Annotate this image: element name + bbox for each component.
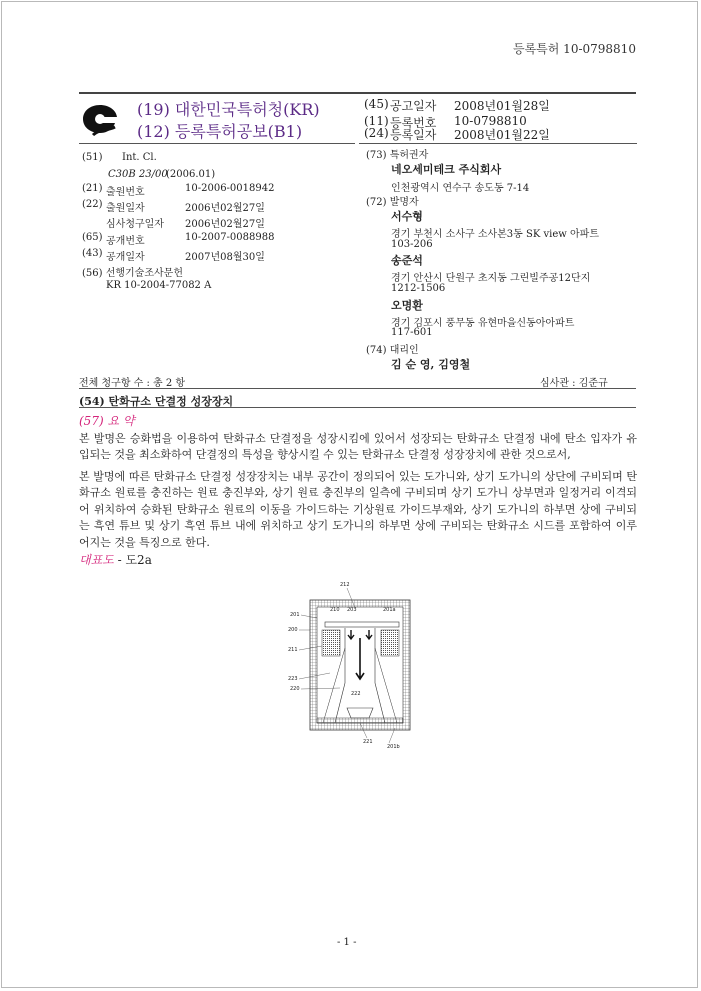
bib-value: 2006년02월27일 [185,219,265,230]
publication-type: (12) 등록특허공보(B1) [137,122,303,141]
prior-art-ref: KR 10-2004-77082 A [106,280,212,291]
date-label: 등록일자 [390,128,437,142]
figure-label: 212 [340,582,350,588]
bib-code: (21) [82,183,103,194]
date-label: 등록번호 [390,116,437,130]
representative-drawing-value: - 도2a [113,553,152,567]
inventor-address: 경기 김포시 풍무동 유현마을신동아아파트 [391,318,575,329]
abstract-paragraph-1: 본 발명은 승화법을 이용하여 탄화규소 단결정을 성장시킴에 있어서 성장되는 탄화규소 단결정 내에 탄소 입자가 유입되는 것을 최소화하여 단결정의 특성을 향상시킬 수 있는 탄화규소 단결정 성장장치에 관한 것으로서, [79,432,637,462]
ipc-code: C30B 23/00 [108,169,168,180]
kipo-logo-icon [79,101,121,137]
figure-label: 201 [290,612,300,618]
figure-label: 223 [288,676,298,682]
patent-office-title: (19) 대한민국특허청(KR) [137,100,320,119]
seed-holder [347,708,373,718]
bib-value: 2007년08월30일 [185,252,265,263]
total-claims: 전체 청구항 수 : 총 2 항 [79,378,186,389]
header-rule-left [79,143,355,144]
representative-drawing-label: 대표도 [79,553,114,567]
date-value: 2008년01월28일 [454,99,550,113]
inventor-name: 오명환 [391,299,423,312]
bib-code: (65) [82,232,103,243]
inventor-address-unit: 117-601 [391,327,433,338]
int-cl-label: Int. Cl. [122,152,157,163]
representative-drawing-line [79,551,152,568]
figure-label: 220 [290,686,300,692]
crucible-bottom [317,718,403,723]
source-block-left [322,630,340,656]
inventor-address-unit: 103-206 [391,239,433,250]
patentee-label: (73) 특허권자 [366,150,429,161]
bib-label: 출원일자 [106,203,145,214]
figure-label: 221 [363,739,373,745]
abstract-heading: (57) 요 약 [79,414,135,428]
bib-label: 공개일자 [106,252,145,263]
int-cl-code: (51) [82,152,103,163]
figure-label: 210 [330,607,340,613]
figure-label: 201a [383,607,396,613]
bib-code: (43) [82,248,103,259]
abstract-paragraph-2: 본 발명에 따른 탄화규소 단결정 성장장치는 내부 공간이 정의되어 있는 도가니와, 상기 도가니의 상단에 구비되며 탄화규소 원료를 충진하는 원료 충진부와, 상기 원료 충진부의 일측에 구비되며 상기 도가니 상부면과 일정거리 이격되어 위치하여 승화된 탄화규소 원료의 이동을 가이드하는 기상원료 가이드부재와, 상기 도가니의 하부면 상에 구비되는 흑연 튜브 및 상기 흑연 튜브 내에 위치하고 상기 도가니의 하부면 상에 구비되는 탄화규소 시드를 포함하여 이루어지는 것을 특징으로 한다. [79,470,637,549]
patentee-address: 인천광역시 연수구 송도동 7-14 [391,183,530,194]
header-rule-right [359,143,637,144]
inventor-name: 송준석 [391,254,423,267]
representative-figure [285,578,420,748]
date-code: (11) [364,114,389,128]
date-value: 10-0798810 [454,114,527,128]
inventors-label: (72) 발명자 [366,197,419,208]
figure-label: 203 [347,607,357,613]
source-block-right [381,630,399,656]
patentee-name: 네오세미테크 주식회사 [391,163,502,176]
inventor-address: 경기 안산시 단원구 초지동 그린빌주공12단지 [391,273,591,284]
page-number: - 1 - [337,937,357,948]
date-code: (45) [364,97,389,111]
figure-label: 200 [288,627,298,633]
bib-value: 10-2006-0018942 [185,183,275,194]
bib-code: (22) [82,199,103,210]
claims-rule [79,388,636,389]
invention-title: (54) 탄화규소 단결정 성장장치 [79,395,234,408]
ipc-year: (2006.01) [166,169,216,180]
document-id: 등록특허 10-0798810 [513,42,636,56]
top-rule [79,92,636,94]
inventor-address: 경기 부천시 소사구 소사본3동 SK view 아파트 [391,229,599,240]
bib-label: 심사청구일자 [106,219,164,230]
guide-plate [325,622,399,627]
bib-label: 출원번호 [106,187,145,198]
figure-label: 211 [288,647,298,653]
title-rule [79,407,636,408]
inventor-name: 서수형 [391,210,423,223]
bib-value: 2006년02월27일 [185,203,265,214]
bib-value: 10-2007-0088988 [185,232,275,243]
date-label: 공고일자 [390,99,437,113]
bib-label: 공개번호 [106,236,145,247]
date-code: (24) [364,126,389,140]
figure-label: 222 [351,691,361,697]
examiner: 심사관 : 김준규 [540,378,608,389]
prior-art-label: (56) 선행기술조사문헌 [82,268,183,279]
agent-names: 김 순 영, 김영철 [391,358,471,371]
figure-label: 201b [387,744,400,748]
date-value: 2008년01월22일 [454,128,550,142]
inventor-address-unit: 1212-1506 [391,283,446,294]
agent-label: (74) 대리인 [366,345,419,356]
